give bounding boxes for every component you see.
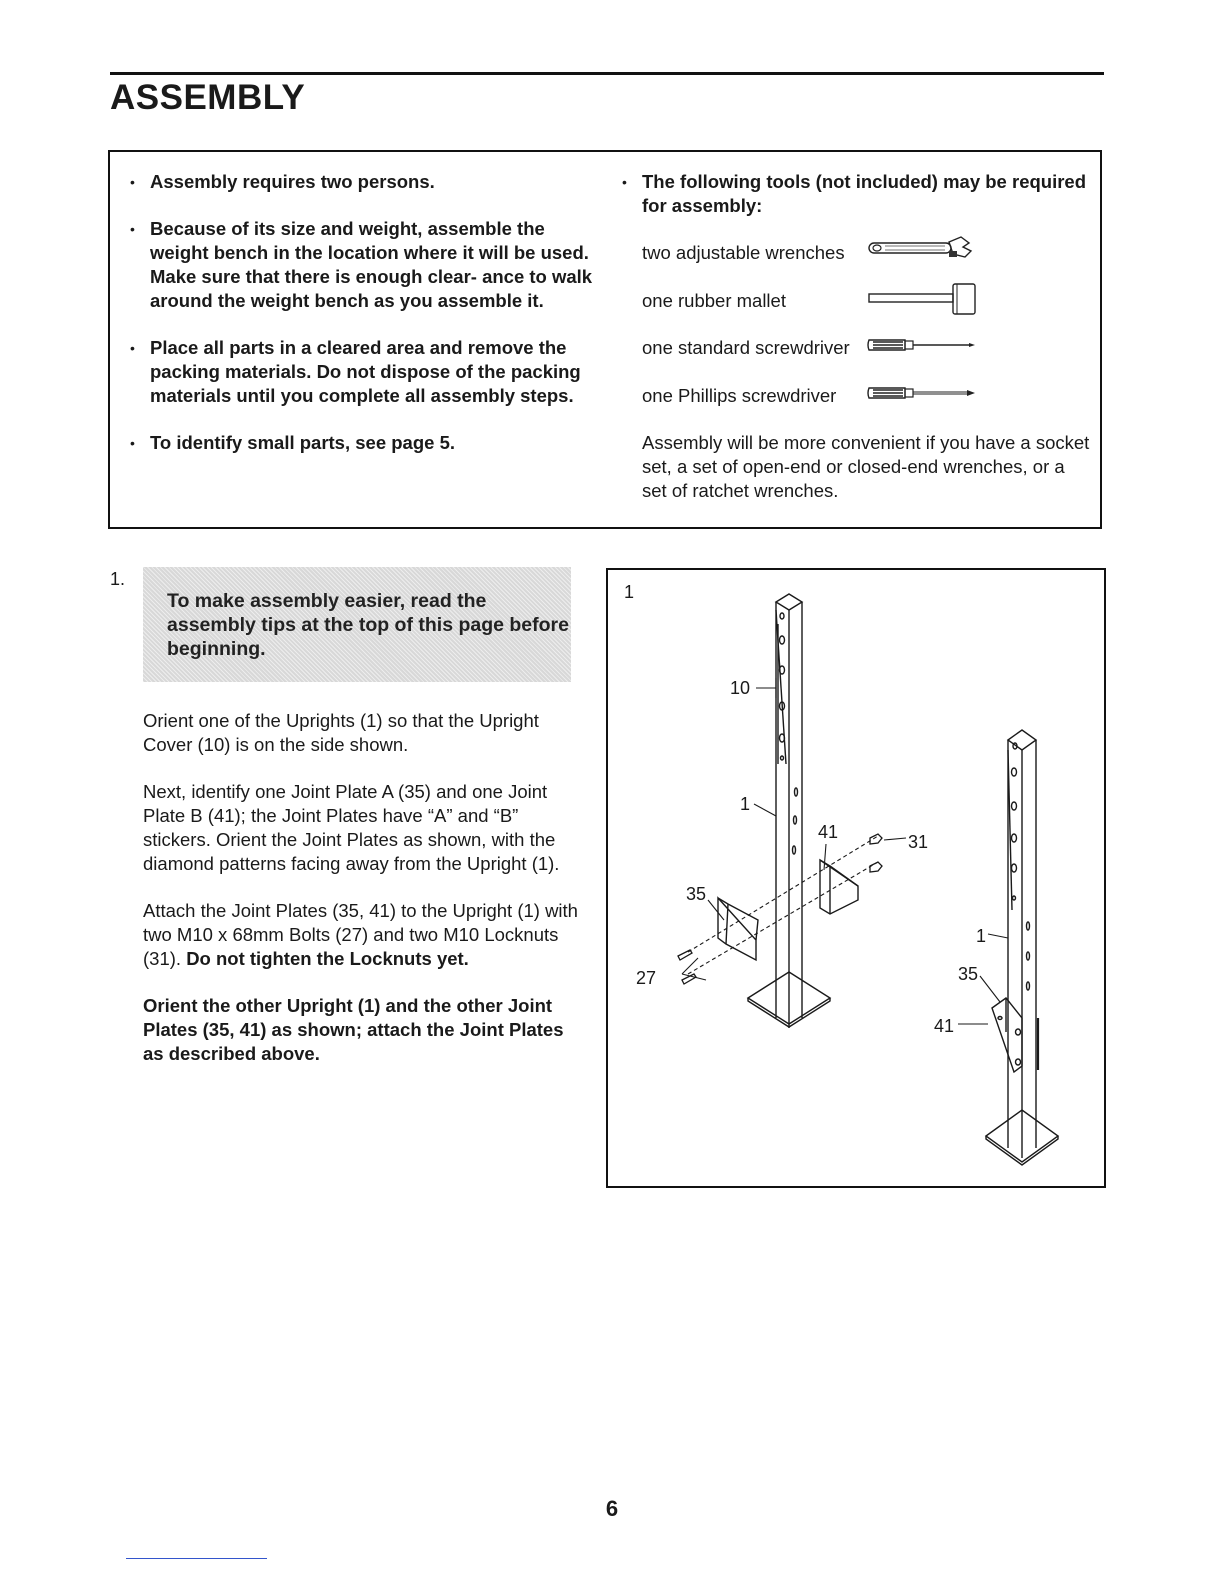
rubber-mallet-icon bbox=[865, 281, 985, 327]
footer-rule bbox=[126, 1558, 267, 1559]
callout-joint-plate-a-2: 35 bbox=[958, 964, 979, 984]
figure-number: 1 bbox=[624, 582, 635, 602]
assembly-diagram bbox=[608, 570, 1104, 1186]
assembly-figure bbox=[606, 568, 1106, 1188]
assembly-tips-box bbox=[108, 150, 1102, 529]
tip-bullet: • Assembly requires two persons. bbox=[128, 170, 598, 194]
warning-text: Do not tighten the Locknuts yet. bbox=[186, 948, 469, 969]
tips-right-column bbox=[620, 170, 1090, 503]
standard-screwdriver-icon bbox=[865, 328, 985, 368]
tip-bullet: • Place all parts in a cleared area and remove the packing materials. Do not dispose of the packing materials until you complete all assembly steps. bbox=[128, 336, 598, 408]
tool-label: one rubber mallet bbox=[642, 289, 786, 311]
instruction-paragraph: Next, identify one Joint Plate A (35) and one Joint Plate B (41); the Joint Plates have “A” and “B” stickers. Orient the Joint Plates as shown, with the diamond patterns facing away from the Upright (1). bbox=[143, 781, 560, 874]
callout-locknut: 31 bbox=[908, 832, 929, 852]
step-instructions bbox=[143, 709, 583, 1089]
page-number: 6 bbox=[605, 1496, 619, 1521]
callout-joint-plate-b: 41 bbox=[818, 822, 839, 842]
joint-plate-a-left bbox=[718, 898, 758, 960]
callout-upright-2: 1 bbox=[976, 926, 987, 946]
tool-row bbox=[620, 241, 1090, 265]
page-title: ASSEMBLY bbox=[110, 78, 306, 117]
phillips-screwdriver-icon bbox=[865, 376, 985, 416]
header-rule bbox=[110, 72, 1104, 75]
tool-label: two adjustable wrenches bbox=[642, 242, 845, 263]
tool-label: one standard screwdriver bbox=[642, 337, 850, 358]
tip-bullet: • Because of its size and weight, assemble the weight bench in the location where it will be used. Make sure that there is enough clear- ance to walk around the weight bench as you assemble it. bbox=[128, 217, 598, 313]
tool-row bbox=[620, 336, 1090, 360]
tool-label: one Phillips screwdriver bbox=[642, 384, 837, 406]
tips-left-column bbox=[128, 170, 598, 478]
instruction-paragraph: Orient one of the Uprights (1) so that the Upright Cover (10) is on the side shown. bbox=[143, 710, 539, 755]
assembly-tip-callout: To make assembly easier, read the assembly tips at the top of this page before beginning. bbox=[143, 567, 571, 682]
step-number: 1. bbox=[110, 569, 126, 589]
adjustable-wrench-icon bbox=[865, 233, 985, 273]
callout-upright-cover: 10 bbox=[730, 678, 751, 698]
instruction-text: Attach the Joint Plates (35, 41) to the Upright (1) with two M10 x 68mm Bolts (27) and two M10 Locknuts (31). bbox=[143, 900, 578, 969]
instruction-paragraph bbox=[143, 899, 583, 971]
tools-heading: • The following tools (not included) may be required for assembly: bbox=[620, 170, 1090, 218]
callout-bolt: 27 bbox=[636, 968, 657, 988]
tip-bullet: • To identify small parts, see page 5. bbox=[128, 431, 598, 455]
upright-left bbox=[748, 594, 830, 1028]
tool-row bbox=[620, 289, 1090, 313]
tool-row bbox=[620, 384, 1090, 408]
callout-joint-plate-a: 35 bbox=[686, 884, 707, 904]
upright-right bbox=[986, 730, 1058, 1165]
instruction-paragraph: Orient the other Upright (1) and the other Joint Plates (35, 41) as shown; attach the Joint Plates as described above. bbox=[143, 995, 564, 1064]
callout-joint-plate-b-2: 41 bbox=[934, 1016, 955, 1036]
callout-upright: 1 bbox=[740, 794, 751, 814]
joint-plate-right bbox=[992, 998, 1022, 1072]
tools-note: Assembly will be more convenient if you have a socket set, a set of open-end or closed-end wrenches, or a set of ratchet wrenches. bbox=[642, 432, 1090, 501]
